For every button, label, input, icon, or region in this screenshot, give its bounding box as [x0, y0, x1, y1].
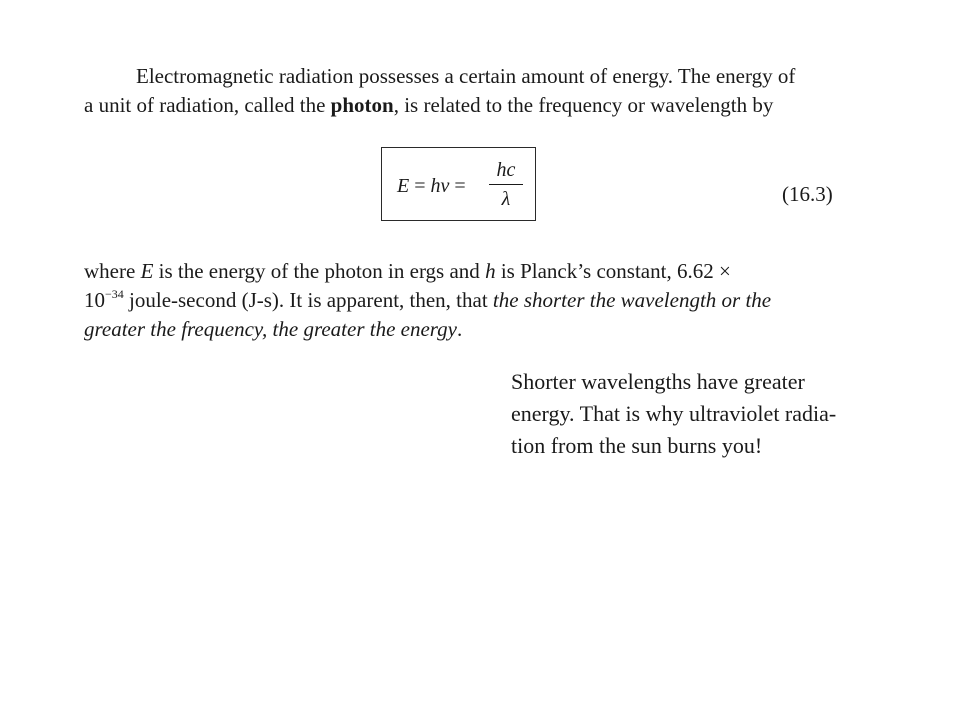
side-note-line-1: Shorter wavelengths have greater: [511, 369, 805, 394]
expl-symbol-E: E: [140, 259, 154, 283]
photon-term: photon: [330, 93, 394, 117]
expl-power-exponent: −34: [105, 287, 124, 301]
side-note-line-2: energy. That is why ultraviolet radia-: [511, 401, 837, 426]
expl-text-1: where: [84, 259, 141, 283]
expl-text-3: is Planck’s constant, 6.62 ×: [495, 259, 731, 283]
side-note: [511, 366, 836, 462]
intro-paragraph: [84, 62, 795, 120]
expl-emphasis-2: greater the frequency, the greater the energy: [84, 317, 458, 341]
equation-fraction: [489, 158, 523, 210]
expl-text-4: joule-second (J-s). It is apparent, then, that: [123, 288, 493, 312]
equation-equals-1: =: [409, 175, 431, 197]
fraction-denominator: λ: [501, 188, 511, 210]
intro-line-1: Electromagnetic radiation possesses a certain amount of energy. The energy of: [136, 64, 796, 88]
intro-line-2-start: a unit of radiation, called the: [84, 93, 331, 117]
intro-line-2-end: , is related to the frequency or wavelength by: [393, 93, 774, 117]
equation-box: [381, 147, 536, 221]
equation-equals-2: =: [449, 175, 466, 197]
expl-period: .: [457, 317, 463, 341]
explanation-paragraph: [84, 257, 771, 344]
equation-energy-symbol: E: [397, 175, 410, 197]
fraction-bar: [489, 184, 523, 185]
fraction-numerator: hc: [496, 159, 516, 181]
equation-number: (16.3): [782, 182, 833, 206]
side-note-line-3: tion from the sun burns you!: [511, 433, 763, 458]
equation-hv: hv: [430, 175, 450, 197]
equation-lhs: [397, 175, 466, 198]
expl-text-2: is the energy of the photon in ergs and: [153, 259, 486, 283]
expl-symbol-h: h: [485, 259, 496, 283]
expl-power-base: 10: [84, 288, 105, 312]
expl-emphasis-1: the shorter the wavelength or the: [492, 288, 772, 312]
